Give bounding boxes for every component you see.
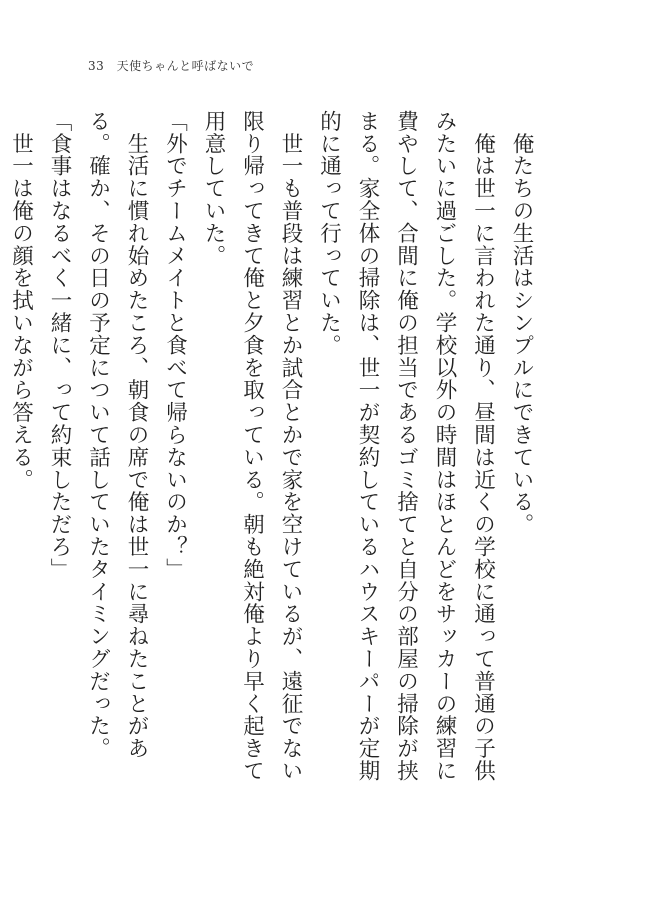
paragraph: 生活に慣れ始めたころ、朝食の席で俺は世一に尋ねたことがある。確か、その日の予定について話していたタイミングだった。 (85, 110, 149, 760)
book-title: 天使ちゃんと呼ばないで (116, 59, 255, 73)
page-number: 33 (88, 59, 105, 73)
paragraph: 俺は世一に言われた通り、昼間は近くの学校に通って普通の子供みたいに過ごした。学校以外の時間はほとんどをサッカーの練習に費やして、合間に俺の担当であるゴミ捨てと自分の部屋の掃除が挟まる。家全体の掃除は、世一が契約しているハウスキーパーが定期的に通って行っていた。 (316, 110, 496, 782)
paragraph: 俺たちの生活はシンプルにできている。 (509, 110, 534, 536)
dialogue-line: 「食事はなるべく一緒に、って約束しただろ」 (47, 110, 72, 581)
dialogue-line: 「外でチームメイトと食べて帰らないのか？」 (162, 110, 188, 581)
paragraph: 世一は俺の顔を拭いながら答える。 (8, 110, 34, 491)
vertical-body-text (0, 110, 540, 800)
dialogue-line (0, 110, 1, 800)
running-header (88, 57, 254, 74)
paragraph: 世一も普段は練習とか試合とかで家を空けているが、遠征でない限り帰ってきて俺と夕食を取っている。朝も絶対俺より早く起きて用意していた。 (201, 110, 303, 782)
